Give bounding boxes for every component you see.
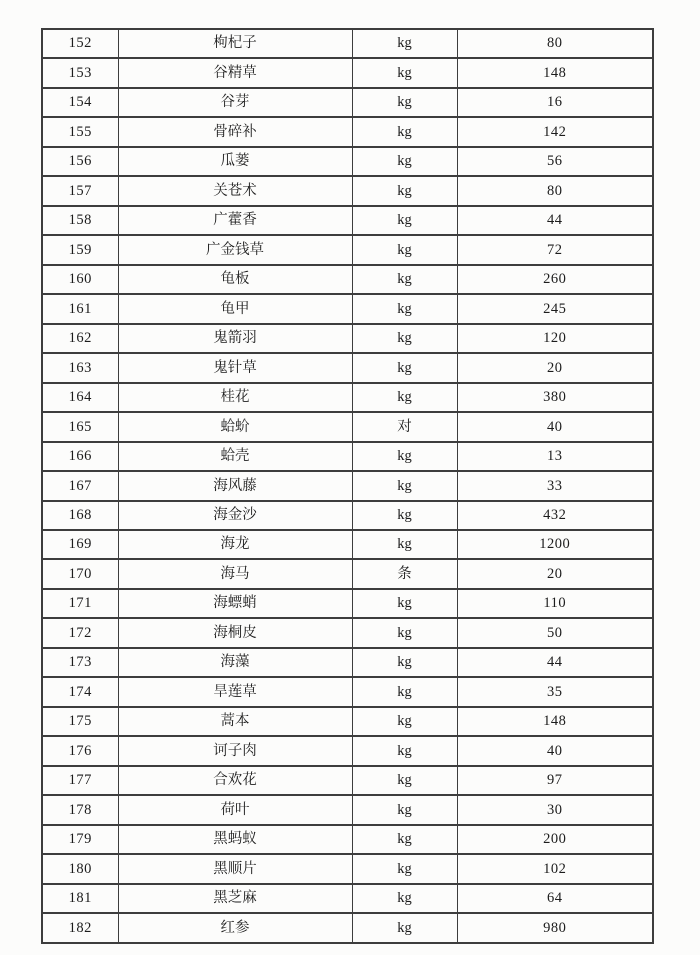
table-row: [42, 58, 653, 87]
row-number-cell: 157: [42, 176, 118, 205]
row-number-cell: 176: [42, 736, 118, 765]
value-cell: 50: [457, 618, 653, 647]
value-cell: 44: [457, 206, 653, 235]
herb-name-cell: 谷精草: [118, 58, 352, 87]
table-row: [42, 677, 653, 706]
unit-cell: kg: [352, 206, 457, 235]
table-row: [42, 324, 653, 353]
herb-name-cell: 合欢花: [118, 766, 352, 795]
herb-name-cell: 蒿本: [118, 707, 352, 736]
herb-name-cell: 蛤蚧: [118, 412, 352, 441]
unit-cell: kg: [352, 147, 457, 176]
table-body: [42, 29, 653, 943]
row-number-cell: 152: [42, 29, 118, 58]
row-number-cell: 162: [42, 324, 118, 353]
table-row: [42, 206, 653, 235]
value-cell: 35: [457, 677, 653, 706]
table-row: [42, 736, 653, 765]
herb-name-cell: 海马: [118, 559, 352, 588]
unit-cell: kg: [352, 88, 457, 117]
value-cell: 40: [457, 736, 653, 765]
value-cell: 1200: [457, 530, 653, 559]
row-number-cell: 168: [42, 501, 118, 530]
herb-name-cell: 广藿香: [118, 206, 352, 235]
unit-cell: kg: [352, 501, 457, 530]
row-number-cell: 167: [42, 471, 118, 500]
value-cell: 33: [457, 471, 653, 500]
unit-cell: kg: [352, 766, 457, 795]
value-cell: 142: [457, 117, 653, 146]
table-row: [42, 913, 653, 943]
herb-name-cell: 鬼箭羽: [118, 324, 352, 353]
row-number-cell: 163: [42, 353, 118, 382]
value-cell: 20: [457, 353, 653, 382]
value-cell: 20: [457, 559, 653, 588]
row-number-cell: 175: [42, 707, 118, 736]
value-cell: 30: [457, 795, 653, 824]
row-number-cell: 155: [42, 117, 118, 146]
table-row: [42, 648, 653, 677]
table-row: [42, 471, 653, 500]
value-cell: 120: [457, 324, 653, 353]
unit-cell: kg: [352, 884, 457, 913]
herb-name-cell: 桂花: [118, 383, 352, 412]
table-row: [42, 29, 653, 58]
table-row: [42, 589, 653, 618]
table-row: [42, 530, 653, 559]
table-row: [42, 854, 653, 883]
value-cell: 380: [457, 383, 653, 412]
value-cell: 148: [457, 58, 653, 87]
value-cell: 64: [457, 884, 653, 913]
herb-name-cell: 旱莲草: [118, 677, 352, 706]
unit-cell: kg: [352, 383, 457, 412]
herb-name-cell: 黑顺片: [118, 854, 352, 883]
table-row: [42, 294, 653, 323]
row-number-cell: 172: [42, 618, 118, 647]
value-cell: 56: [457, 147, 653, 176]
herb-name-cell: 海藻: [118, 648, 352, 677]
table-row: [42, 383, 653, 412]
unit-cell: 条: [352, 559, 457, 588]
unit-cell: kg: [352, 707, 457, 736]
herb-name-cell: 谷芽: [118, 88, 352, 117]
table-row: [42, 88, 653, 117]
unit-cell: kg: [352, 795, 457, 824]
row-number-cell: 158: [42, 206, 118, 235]
herb-name-cell: 关苍术: [118, 176, 352, 205]
herb-name-cell: 广金钱草: [118, 235, 352, 264]
table-row: [42, 766, 653, 795]
herb-name-cell: 黑蚂蚁: [118, 825, 352, 854]
unit-cell: kg: [352, 442, 457, 471]
value-cell: 40: [457, 412, 653, 441]
unit-cell: kg: [352, 176, 457, 205]
unit-cell: kg: [352, 294, 457, 323]
row-number-cell: 182: [42, 913, 118, 943]
row-number-cell: 156: [42, 147, 118, 176]
table-row: [42, 884, 653, 913]
unit-cell: kg: [352, 913, 457, 943]
herb-name-cell: 诃子肉: [118, 736, 352, 765]
value-cell: 432: [457, 501, 653, 530]
herb-name-cell: 蛤壳: [118, 442, 352, 471]
herb-name-cell: 海风藤: [118, 471, 352, 500]
table-row: [42, 618, 653, 647]
unit-cell: kg: [352, 353, 457, 382]
table-row: [42, 147, 653, 176]
herb-name-cell: 鬼针草: [118, 353, 352, 382]
value-cell: 72: [457, 235, 653, 264]
herb-name-cell: 海金沙: [118, 501, 352, 530]
herb-name-cell: 枸杞子: [118, 29, 352, 58]
value-cell: 245: [457, 294, 653, 323]
herb-name-cell: 海螵蛸: [118, 589, 352, 618]
table-row: [42, 825, 653, 854]
table-row: [42, 559, 653, 588]
row-number-cell: 181: [42, 884, 118, 913]
herb-name-cell: 龟板: [118, 265, 352, 294]
table-row: [42, 353, 653, 382]
unit-cell: kg: [352, 471, 457, 500]
row-number-cell: 160: [42, 265, 118, 294]
value-cell: 148: [457, 707, 653, 736]
row-number-cell: 178: [42, 795, 118, 824]
row-number-cell: 169: [42, 530, 118, 559]
herb-name-cell: 瓜蒌: [118, 147, 352, 176]
unit-cell: kg: [352, 736, 457, 765]
unit-cell: kg: [352, 618, 457, 647]
row-number-cell: 166: [42, 442, 118, 471]
row-number-cell: 165: [42, 412, 118, 441]
value-cell: 110: [457, 589, 653, 618]
row-number-cell: 177: [42, 766, 118, 795]
row-number-cell: 154: [42, 88, 118, 117]
unit-cell: kg: [352, 265, 457, 294]
table-row: [42, 412, 653, 441]
unit-cell: kg: [352, 677, 457, 706]
row-number-cell: 153: [42, 58, 118, 87]
table-row: [42, 795, 653, 824]
herb-price-table: [41, 28, 654, 944]
value-cell: 80: [457, 176, 653, 205]
unit-cell: kg: [352, 825, 457, 854]
value-cell: 102: [457, 854, 653, 883]
table-row: [42, 265, 653, 294]
unit-cell: kg: [352, 117, 457, 146]
unit-cell: kg: [352, 235, 457, 264]
herb-name-cell: 龟甲: [118, 294, 352, 323]
value-cell: 13: [457, 442, 653, 471]
value-cell: 44: [457, 648, 653, 677]
herb-name-cell: 海龙: [118, 530, 352, 559]
herb-name-cell: 海桐皮: [118, 618, 352, 647]
unit-cell: kg: [352, 58, 457, 87]
table-row: [42, 707, 653, 736]
unit-cell: kg: [352, 589, 457, 618]
unit-cell: 对: [352, 412, 457, 441]
row-number-cell: 159: [42, 235, 118, 264]
row-number-cell: 174: [42, 677, 118, 706]
value-cell: 260: [457, 265, 653, 294]
row-number-cell: 173: [42, 648, 118, 677]
table-row: [42, 442, 653, 471]
value-cell: 97: [457, 766, 653, 795]
unit-cell: kg: [352, 29, 457, 58]
row-number-cell: 164: [42, 383, 118, 412]
row-number-cell: 171: [42, 589, 118, 618]
unit-cell: kg: [352, 324, 457, 353]
row-number-cell: 179: [42, 825, 118, 854]
value-cell: 980: [457, 913, 653, 943]
herb-name-cell: 黑芝麻: [118, 884, 352, 913]
herb-name-cell: 红参: [118, 913, 352, 943]
herb-name-cell: 骨碎补: [118, 117, 352, 146]
table-row: [42, 235, 653, 264]
herb-name-cell: 荷叶: [118, 795, 352, 824]
table-row: [42, 501, 653, 530]
value-cell: 80: [457, 29, 653, 58]
table-row: [42, 176, 653, 205]
unit-cell: kg: [352, 648, 457, 677]
row-number-cell: 170: [42, 559, 118, 588]
row-number-cell: 161: [42, 294, 118, 323]
table-row: [42, 117, 653, 146]
unit-cell: kg: [352, 854, 457, 883]
value-cell: 16: [457, 88, 653, 117]
value-cell: 200: [457, 825, 653, 854]
unit-cell: kg: [352, 530, 457, 559]
row-number-cell: 180: [42, 854, 118, 883]
